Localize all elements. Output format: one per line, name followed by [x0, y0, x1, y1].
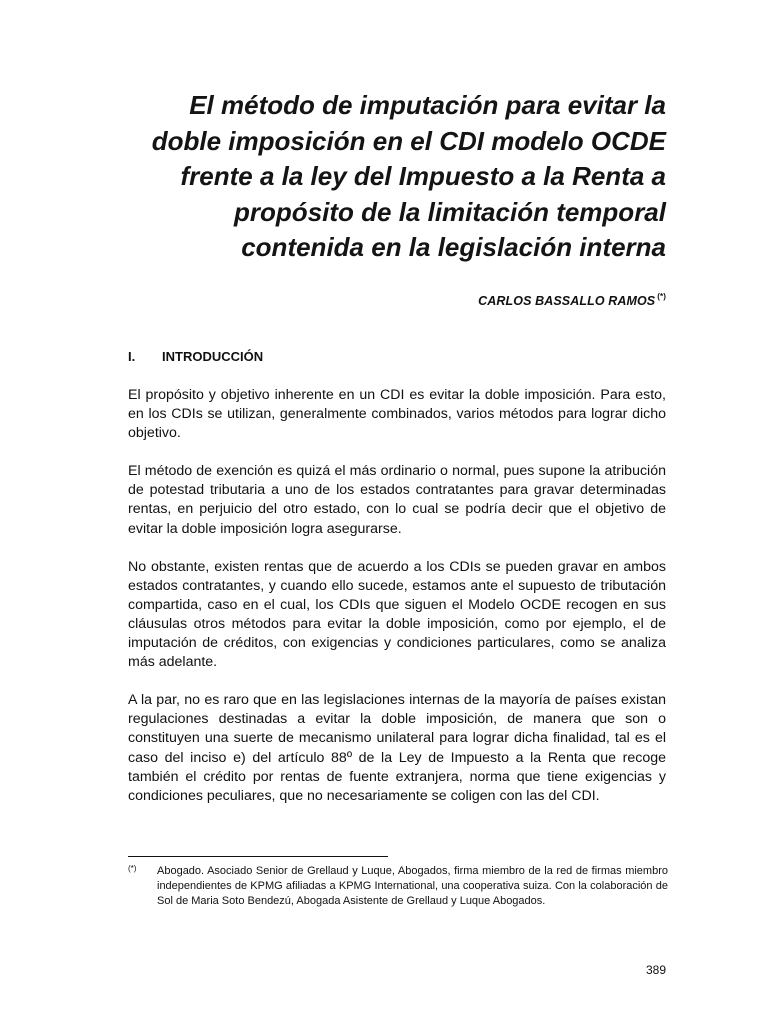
article-title — [110, 88, 666, 266]
author-name: CARLOS BASSALLO RAMOS — [478, 294, 656, 308]
page-number: 389 — [645, 963, 666, 977]
footnote-mark: (*) — [128, 864, 137, 873]
author-byline — [478, 292, 666, 308]
paragraph: El método de exención es quizá el más ordinario o normal, pues supone la atribución de potestad tributaria a uno de los estados contratantes para gravar determinadas rentas, en perjuicio del otro estado, con lo cual se podría decir que el objetivo de evitar la doble imposición logra asegurarse. — [128, 463, 666, 537]
paragraph: El propósito y objetivo inherente en un CDI es evitar la doble imposición. Para esto, en los CDIs se utilizan, generalmente combinados, varios métodos para lograr dicho objetivo. — [128, 387, 666, 442]
title-line: propósito de la limitación temporal — [234, 196, 666, 227]
footnote-text: Abogado. Asociado Senior de Grellaud y Luque, Abogados, firma miembro de la red de firmas miembro independientes de KPMG afiliadas a KPMG International, una cooperativa suiza. Con la colaboración de Sol de Maria Soto Bendezú, Abogada Asistente de Grellaud y Luque Abogados. — [157, 865, 668, 907]
title-line: doble imposición en el CDI modelo OCDE — [151, 125, 666, 156]
title-line: frente a la ley del Impuesto a la Renta a — [180, 161, 666, 191]
article-body — [128, 386, 666, 825]
title-line: El método de imputación para evitar la — [189, 90, 666, 120]
paragraph: A la par, no es raro que en las legislaciones internas de la mayoría de países existan regulaciones destinadas a evitar la doble imposición, de manera que son o constituyen una suerte de mecanismo unilateral para lograr dicha finalidad, tal es el caso del inciso e) del artículo 88º de la Ley de Impuesto a la Renta que recoge también el crédito por rentas de fuente extranjera, norma que tiene exigencias y condiciones peculiares, que no necesariamente se coligen con las del CDI. — [128, 692, 666, 804]
title-line: contenida en la legislación interna — [241, 232, 666, 262]
footnote-divider — [128, 856, 388, 857]
paragraph: No obstante, existen rentas que de acuerdo a los CDIs se pueden gravar en ambos estados contratantes, y cuando ello sucede, estamos ante el supuesto de tributación compartida, caso en el cual, los CDIs que siguen el Modelo OCDE recogen en sus cláusulas otros métodos para evitar la doble imposición, como por ejemplo, el de imputación de créditos, con exigencias y condiciones particulares, como se analiza más adelante. — [128, 558, 666, 671]
section-number: I. — [128, 349, 136, 364]
author-footnote-mark[interactable]: (*) — [657, 292, 666, 301]
section-title: INTRODUCCIÓN — [162, 349, 264, 364]
section-heading — [128, 349, 263, 364]
footnote — [128, 864, 668, 909]
